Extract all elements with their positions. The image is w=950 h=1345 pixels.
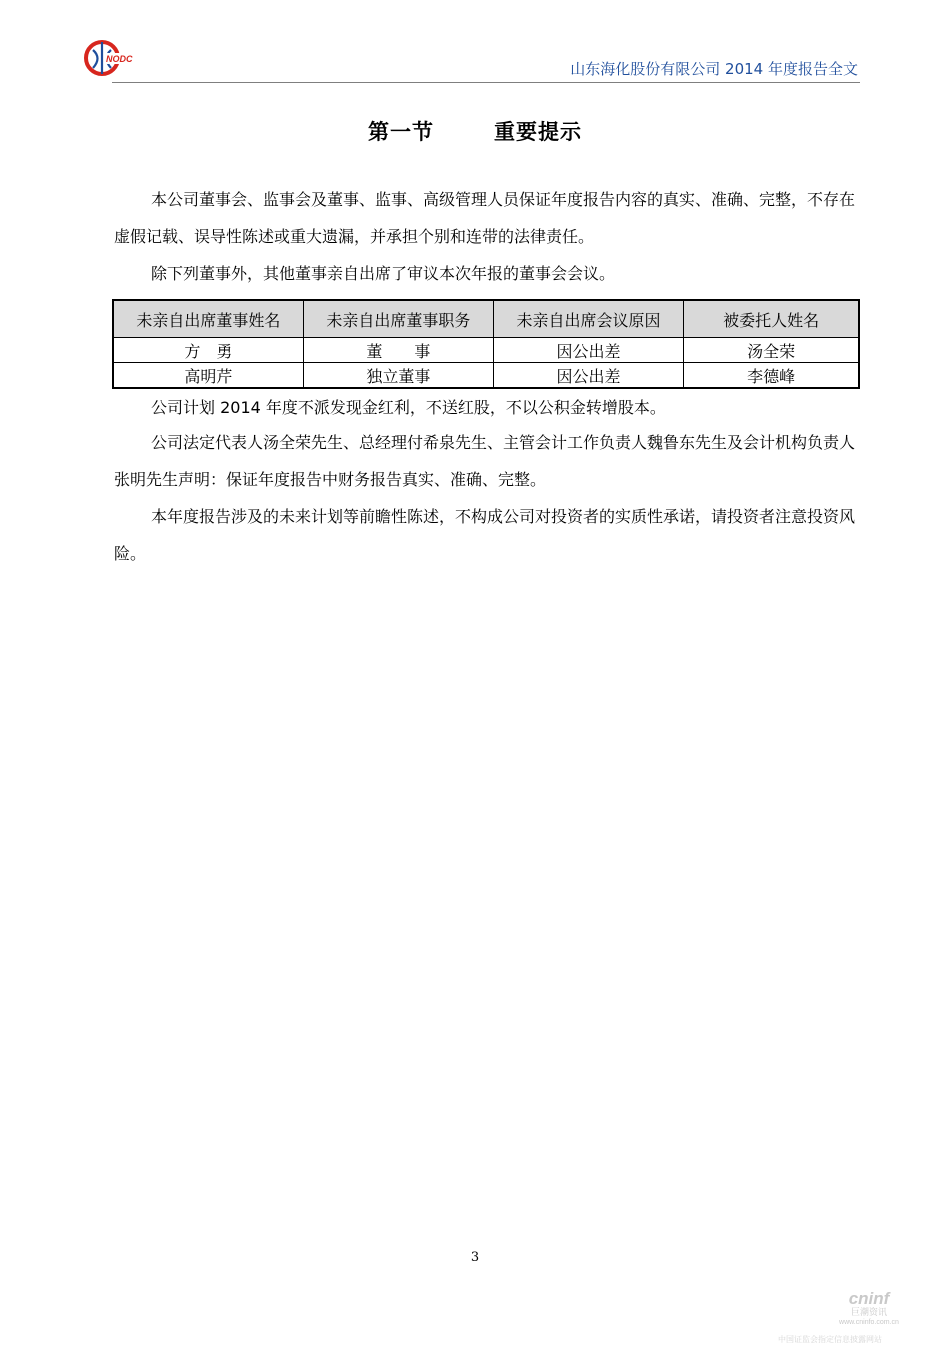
paragraph-dividend: 公司计划 2014 年度不派发现金红利，不送红股，不以公积金转增股本。 <box>151 398 666 417</box>
header-title: 山东海化股份有限公司 2014 年度报告全文 <box>570 60 858 78</box>
watermark-brand: cninf <box>848 1289 890 1308</box>
paragraph-declaration: 公司法定代表人汤全荣先生、总经理付希泉先生、主管会计工作负责人魏鲁东先生及会计机构负责人张明先生声明：保证年度报告中财务报告真实、准确、完整。 <box>114 433 856 489</box>
logo-text: NODC <box>106 54 133 64</box>
table-header-cell: 未亲自出席董事姓名 <box>113 300 303 338</box>
company-logo <box>82 36 142 80</box>
section-title <box>0 116 950 146</box>
table-header-cell: 被委托人姓名 <box>684 300 859 338</box>
table-header-row <box>113 300 859 338</box>
watermark-url: www.cninfo.com.cn <box>839 1319 899 1326</box>
table-cell: 董 事 <box>303 338 493 363</box>
table-cell: 高明芹 <box>113 363 303 389</box>
table-cell: 因公出差 <box>493 338 683 363</box>
table-header-cell: 未亲自出席董事职务 <box>303 300 493 338</box>
table-cell: 独立董事 <box>303 363 493 389</box>
header-divider <box>112 82 860 83</box>
paragraph-risk-notice: 本年度报告涉及的未来计划等前瞻性陈述，不构成公司对投资者的实质性承诺，请投资者注意投资风险。 <box>114 507 856 563</box>
table-header-cell: 未亲自出席会议原因 <box>493 300 683 338</box>
table-cell: 因公出差 <box>493 363 683 389</box>
table-cell: 汤全荣 <box>684 338 859 363</box>
table-cell: 方 勇 <box>113 338 303 363</box>
section-number: 第一节 <box>368 120 434 144</box>
table-cell: 李德峰 <box>684 363 859 389</box>
absent-directors-table <box>112 299 860 389</box>
section-name: 重要提示 <box>494 120 582 144</box>
paragraph-attendance: 除下列董事外，其他董事亲自出席了审议本次年报的董事会会议。 <box>151 264 616 283</box>
watermark-cn: 巨潮资讯 <box>850 1307 887 1317</box>
paragraph-responsibility: 本公司董事会、监事会及董事、监事、高级管理人员保证年度报告内容的真实、准确、完整，不存在虚假记载、误导性陈述或重大遗漏，并承担个别和连带的法律责任。 <box>114 190 856 246</box>
table-row <box>113 363 859 389</box>
page-number: 3 <box>470 1250 480 1265</box>
watermark-line: 中国证监会指定信息披露网站 <box>778 1335 882 1344</box>
cninfo-watermark <box>834 1290 904 1326</box>
table-row <box>113 338 859 363</box>
